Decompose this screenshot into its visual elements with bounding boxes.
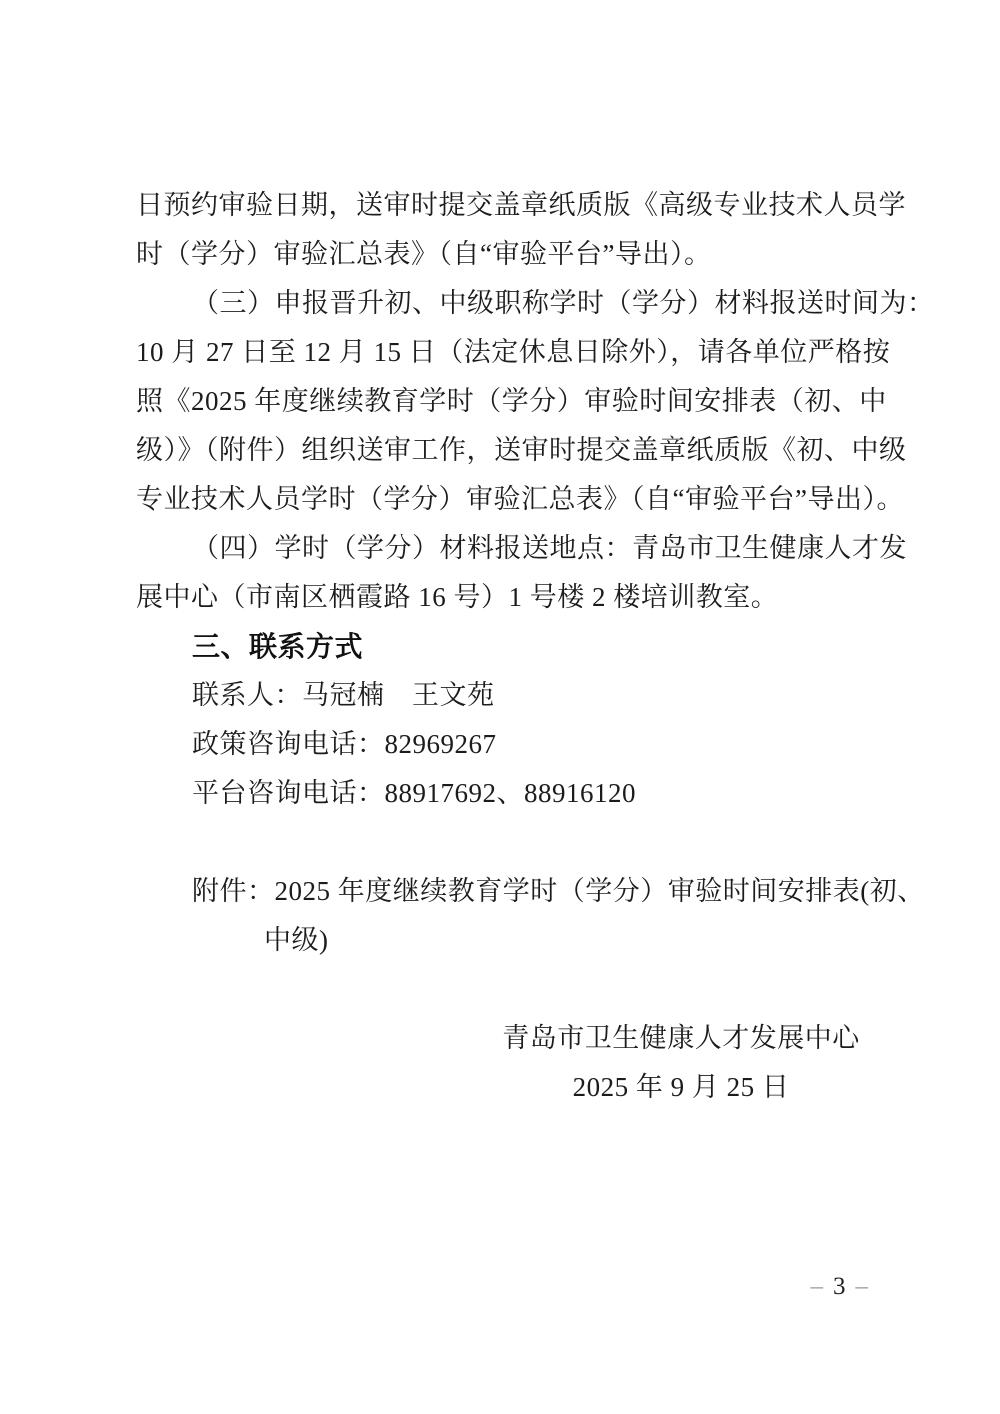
body-line: 照《2025 年度继续教育学时（学分）审验时间安排表（初、中 (136, 386, 887, 416)
contact-person-line: 联系人：马冠楠 王文苑 (192, 680, 495, 710)
attachment-line: 附件：2025 年度继续教育学时（学分）审验时间安排表(初、 (192, 876, 925, 906)
attachment-line: 中级) (264, 925, 329, 955)
section-heading-contact: 三、联系方式 (192, 631, 364, 662)
blank-line (136, 818, 926, 867)
document-body (136, 181, 935, 1112)
signature-block (136, 1014, 926, 1112)
body-line: 10 月 27 日至 12 月 15 日（法定休息日除外），请各单位严格按 (136, 337, 891, 367)
body-line: 专业技术人员学时（学分）审验汇总表》（自“审验平台”导出）。 (136, 484, 904, 514)
page-number-value: 3 (833, 1273, 846, 1300)
policy-phone-line: 政策咨询电话：82969267 (192, 729, 497, 759)
page-number-dash: – (810, 1273, 823, 1300)
page-number (801, 1272, 879, 1302)
blank-line (136, 965, 926, 1014)
body-line: 时（学分）审验汇总表》（自“审验平台”导出）。 (136, 239, 712, 269)
page-number-dash: – (855, 1273, 868, 1300)
body-line: 展中心（市南区栖霞路 16 号）1 号楼 2 楼培训教室。 (136, 582, 779, 612)
platform-phone-line: 平台咨询电话：88917692、88916120 (192, 778, 636, 808)
signature-date: 2025 年 9 月 25 日 (572, 1072, 790, 1102)
body-line: （四）学时（学分）材料报送地点：青岛市卫生健康人才发 (192, 533, 907, 563)
body-line: 日预约审验日期，送审时提交盖章纸质版《高级专业技术人员学 (136, 190, 906, 220)
body-line: 级）》（附件）组织送审工作，送审时提交盖章纸质版《初、中级 (136, 435, 907, 465)
body-line: （三）申报晋升初、中级职称学时（学分）材料报送时间为： (192, 288, 935, 318)
signature-org: 青岛市卫生健康人才发展中心 (502, 1023, 860, 1053)
